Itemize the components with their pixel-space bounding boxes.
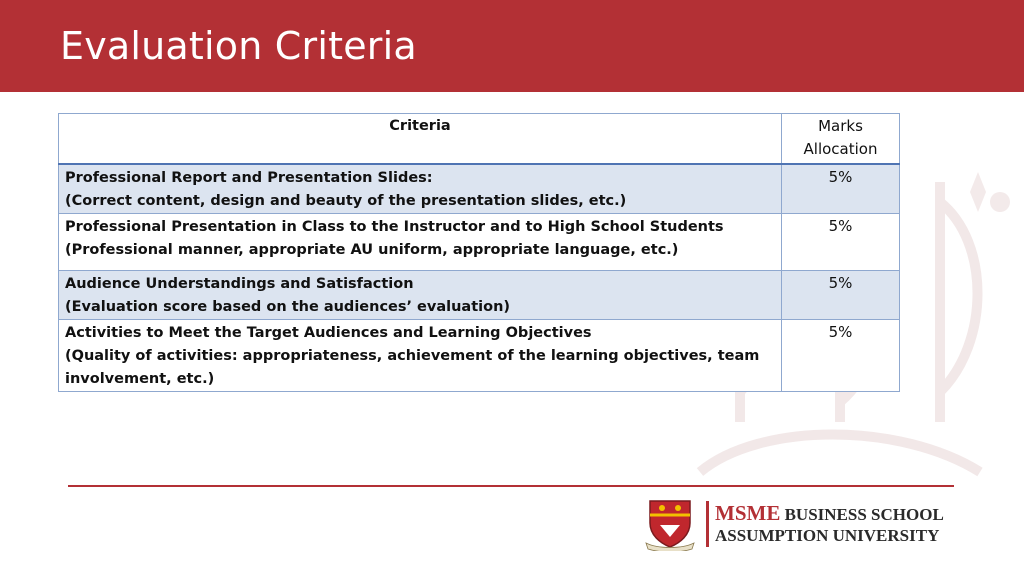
criteria-title: Audience Understandings and Satisfaction (65, 276, 414, 292)
table-row (59, 320, 900, 392)
table-row (59, 164, 900, 214)
marks-cell: 5% (782, 271, 900, 320)
criteria-header: Criteria (59, 114, 782, 165)
university-crest-icon (642, 497, 698, 551)
criteria-cell (59, 271, 782, 320)
criteria-detail: (Evaluation score based on the audiences’ evaluation) (65, 299, 511, 315)
logo-business: BUSINESS SCHOOL (780, 505, 944, 524)
table-header-row (59, 114, 900, 165)
criteria-cell (59, 164, 782, 214)
criteria-table (58, 113, 900, 392)
logo-msme: MSME (715, 501, 781, 525)
footer-divider (68, 485, 954, 487)
footer-logo (640, 497, 960, 555)
marks-header-line2: Allocation (803, 140, 878, 158)
title-bar (0, 0, 1024, 92)
marks-cell: 5% (782, 164, 900, 214)
criteria-title: Professional Presentation in Class to the Instructor and to High School Students (65, 219, 724, 235)
marks-cell: 5% (782, 320, 900, 392)
criteria-detail: (Correct content, design and beauty of the presentation slides, etc.) (65, 193, 627, 209)
criteria-cell (59, 214, 782, 271)
logo-separator (706, 501, 709, 547)
logo-business-school (715, 501, 944, 526)
criteria-title: Activities to Meet the Target Audiences and Learning Objectives (65, 325, 592, 341)
logo-university: ASSUMPTION UNIVERSITY (715, 526, 940, 545)
table-row (59, 271, 900, 320)
criteria-title: Professional Report and Presentation Slides: (65, 170, 433, 186)
criteria-detail: (Professional manner, appropriate AU uniform, appropriate language, etc.) (65, 242, 679, 258)
slide-title: Evaluation Criteria (60, 24, 417, 68)
marks-header-line1: Marks (818, 117, 863, 135)
marks-cell: 5% (782, 214, 900, 271)
marks-header (782, 114, 900, 165)
table-row (59, 214, 900, 271)
criteria-cell (59, 320, 782, 392)
criteria-detail: (Quality of activities: appropriateness, achievement of the learning objectives, team involvement, etc.) (65, 348, 760, 387)
